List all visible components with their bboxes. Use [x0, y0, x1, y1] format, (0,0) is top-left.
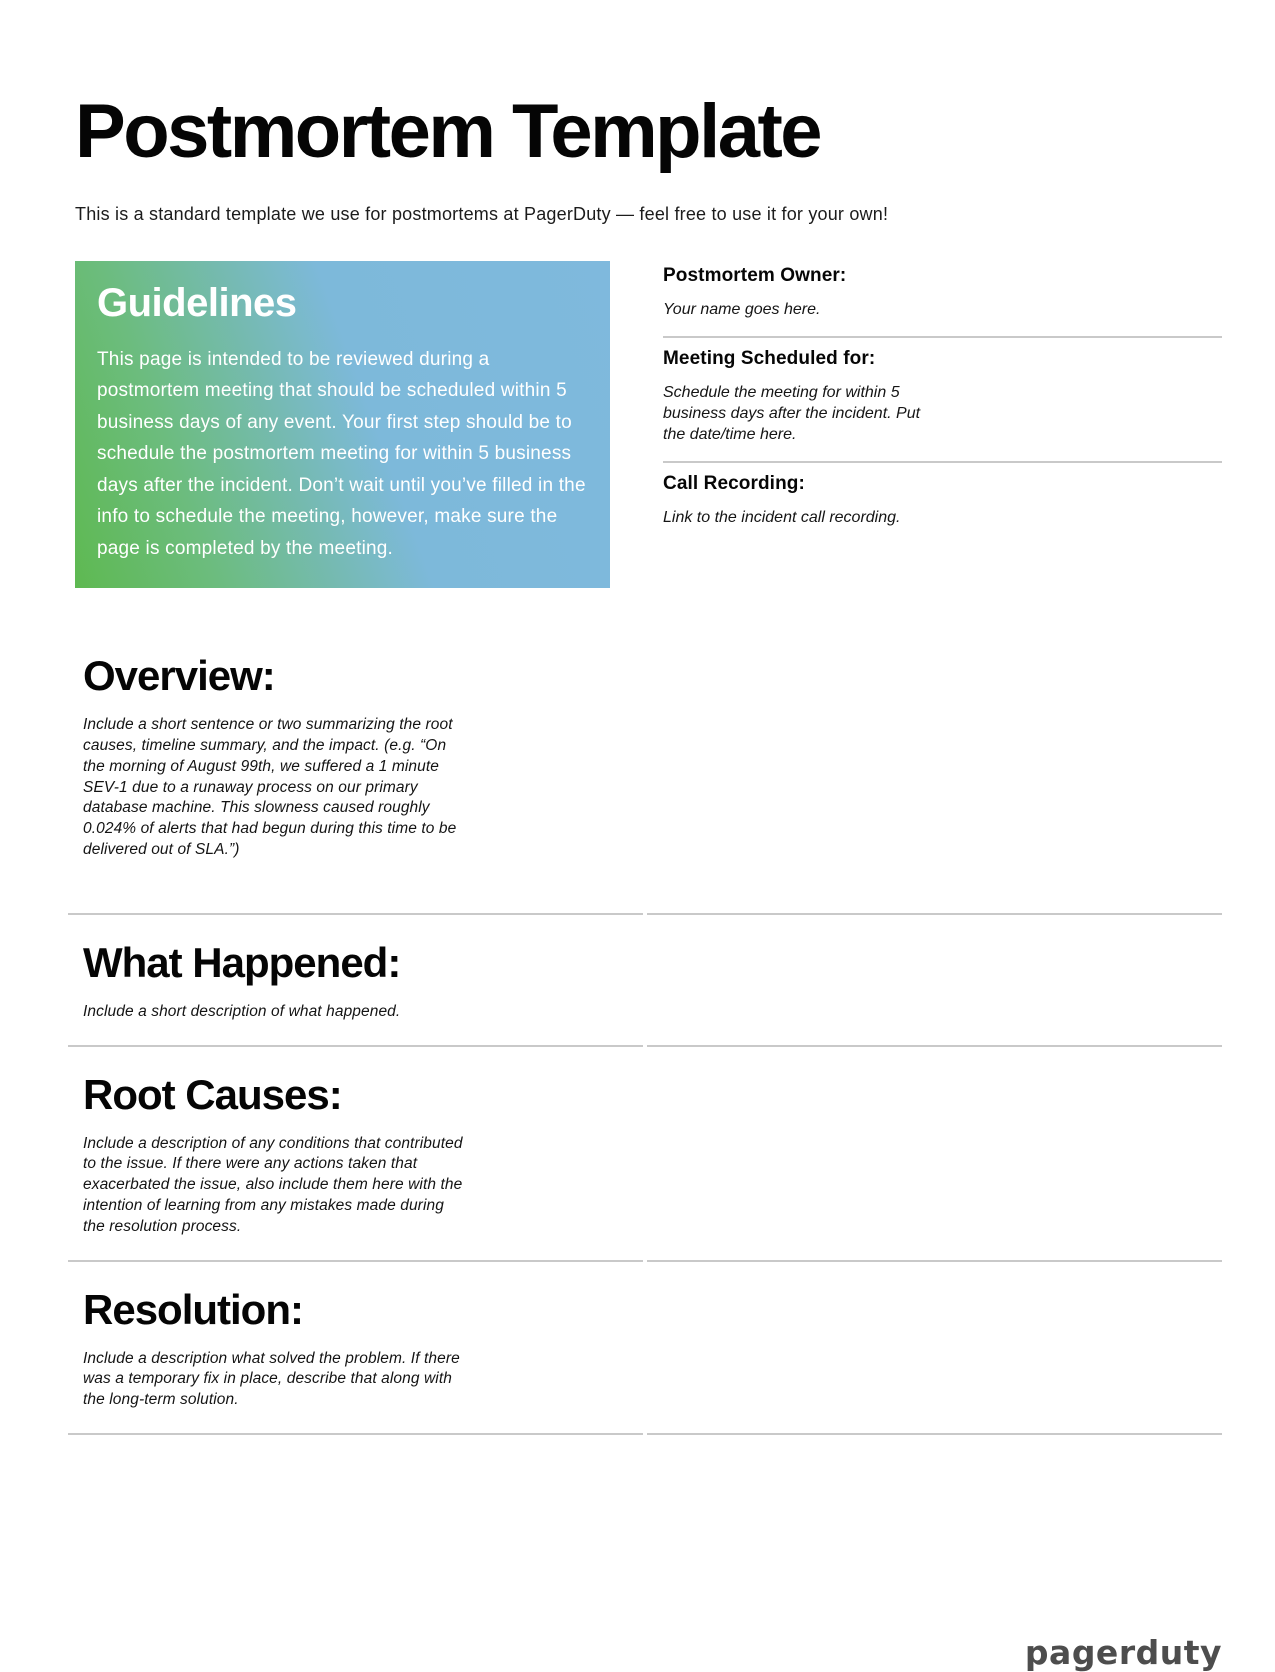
page-subtitle: This is a standard template we use for postmortems at PagerDuty — feel free to use it for your own! [75, 203, 889, 224]
meta-field-meeting-scheduled [663, 338, 1222, 463]
section-heading: Resolution: [83, 1285, 303, 1333]
guidelines-body: This page is intended to be reviewed during a postmortem meeting that should be scheduled within 5 business days of any event. Your first step should be to schedule the postmortem meeting for within 5 business days after the incident. Don’t wait until you’ve filled in the info to schedule the meeting, however, make sure the page is completed by the meeting. [97, 348, 586, 559]
sections-table [68, 628, 1222, 1435]
page-footer [75, 1633, 1222, 1672]
section-placeholder: Include a description what solved the problem. If there was a temporary fix in place, describe that along with the long-term solution. [83, 1349, 460, 1409]
section-heading: Overview: [83, 652, 275, 700]
meta-field-postmortem-owner [663, 265, 1222, 338]
section-heading: Root Causes: [83, 1070, 342, 1118]
section-description-cell [68, 1262, 643, 1435]
pagerduty-logo: pagerduty [1024, 1633, 1222, 1672]
guidelines-box [75, 261, 610, 589]
meta-field-label: Call Recording: [663, 472, 805, 494]
section-overview [68, 628, 1222, 915]
section-heading: What Happened: [83, 938, 401, 986]
meta-field-label: Meeting Scheduled for: [663, 347, 876, 369]
section-placeholder: Include a short description of what happened. [83, 1002, 401, 1020]
section-placeholder: Include a description of any conditions that contributed to the issue. If there were any actions taken that exacerbated the issue, also include them here with the intention of learning from any mistakes made during the resolution process. [83, 1134, 463, 1235]
section-description-cell [68, 915, 643, 1047]
meta-field-placeholder: Schedule the meeting for within 5 business days after the incident. Put the date/time here. [663, 383, 921, 443]
meta-field-placeholder: Your name goes here. [663, 300, 821, 318]
section-answer-cell [647, 628, 1222, 915]
section-root-causes [68, 1047, 1222, 1262]
meta-field-placeholder: Link to the incident call recording. [663, 508, 901, 526]
section-resolution [68, 1262, 1222, 1435]
section-answer-cell [647, 915, 1222, 1047]
guidelines-heading: Guidelines [97, 280, 297, 325]
meta-field-label: Postmortem Owner: [663, 264, 847, 286]
meta-fields-column [663, 261, 1222, 544]
top-area [75, 261, 1222, 589]
section-answer-cell [647, 1047, 1222, 1262]
section-description-cell [68, 628, 643, 915]
page-title: Postmortem Template [75, 89, 821, 174]
section-what-happened [68, 915, 1222, 1047]
meta-field-call-recording [663, 463, 1222, 544]
section-answer-cell [647, 1262, 1222, 1435]
section-description-cell [68, 1047, 643, 1262]
section-placeholder: Include a short sentence or two summarizing the root causes, timeline summary, and the impact. (e.g. “On the morning of August 99th, we suffered a 1 minute SEV-1 due to a runaway process on our primary database machine. This slowness caused roughly 0.024% of alerts that had begun during this time to be delivered out of SLA.”) [83, 716, 457, 859]
